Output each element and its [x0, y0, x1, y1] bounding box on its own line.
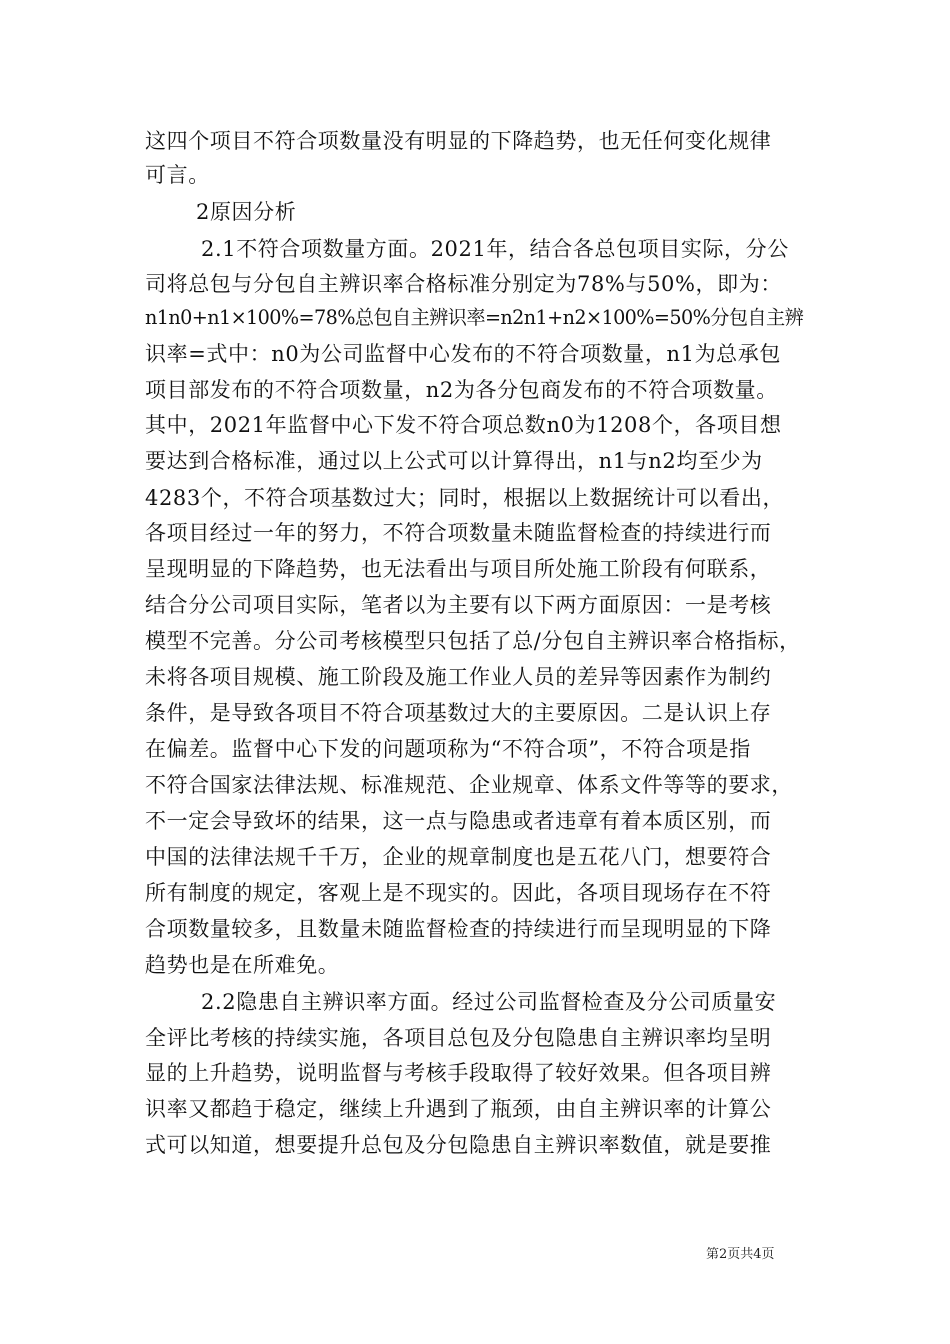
- text-line: 模型不完善。分公司考核模型只包括了总/分包自主辨识率合格指标，: [145, 629, 801, 653]
- text-line: 要达到合格标准，通过以上公式可以计算得出，n1与n2均至少为: [145, 449, 763, 473]
- text-line: n1n0+n1×100%=78%总包自主辨识率=n2n1+n2×100%=50%分包自主辨: [145, 306, 804, 329]
- text-line: 中国的法律法规千千万，企业的规章制度也是五花八门，想要符合: [145, 845, 772, 869]
- text-line: 4283个，不符合项基数过大；同时，根据以上数据统计可以看出，: [145, 486, 785, 510]
- text-line: 结合分公司项目实际，笔者以为主要有以下两方面原因：一是考核: [145, 593, 772, 617]
- text-line: 项目部发布的不符合项数量，n2为各分包商发布的不符合项数量。: [145, 378, 778, 402]
- text-line: 所有制度的规定，客观上是不现实的。因此，各项目现场存在不符: [145, 881, 772, 905]
- text-line: 其中，2021年监督中心下发不符合项总数n0为1208个，各项目想: [145, 413, 782, 437]
- text-line: 显的上升趋势，说明监督与考核手段取得了较好效果。但各项目辨: [145, 1061, 772, 1085]
- text-line: 在偏差。监督中心下发的问题项称为“不符合项”，不符合项是指: [145, 737, 751, 761]
- text-line: 识率又都趋于稳定，继续上升遇到了瓶颈，由自主辨识率的计算公: [145, 1097, 772, 1121]
- text-line: 2.2隐患自主辨识率方面。经过公司监督检查及分公司质量安: [201, 990, 777, 1014]
- text-line: 识率=式中：n0为公司监督中心发布的不符合项数量，n1为总承包: [145, 342, 781, 366]
- section-heading: 2原因分析: [196, 200, 297, 224]
- text-line: 趋势也是在所难免。: [145, 953, 340, 977]
- text-line: 呈现明显的下降趋势，也无法看出与项目所处施工阶段有何联系，: [145, 557, 772, 581]
- text-line: 未将各项目规模、施工阶段及施工作业人员的差异等因素作为制约: [145, 665, 772, 689]
- text-line: 2.1不符合项数量方面。2021年，结合各总包项目实际，分公: [201, 237, 789, 261]
- text-line: 不符合国家法律法规、标准规范、企业规章、体系文件等等的要求，: [145, 773, 793, 797]
- text-line: 各项目经过一年的努力，不符合项数量未随监督检查的持续进行而: [145, 521, 772, 545]
- text-line: 不一定会导致坏的结果，这一点与隐患或者违章有着本质区别，而: [145, 809, 772, 833]
- text-line: 可言。: [145, 163, 210, 187]
- text-line: 全评比考核的持续实施，各项目总包及分包隐患自主辨识率均呈明: [145, 1026, 772, 1050]
- text-line: 条件，是导致各项目不符合项基数过大的主要原因。二是认识上存: [145, 701, 772, 725]
- text-line: 合项数量较多，且数量未随监督检查的持续进行而呈现明显的下降: [145, 917, 772, 941]
- text-line: 这四个项目不符合项数量没有明显的下降趋势，也无任何变化规律: [145, 129, 772, 153]
- page-number: 第2页共4页: [706, 1247, 775, 1262]
- text-line: 式可以知道，想要提升总包及分包隐患自主辨识率数值，就是要推: [145, 1133, 772, 1157]
- text-line: 司将总包与分包自主辨识率合格标准分别定为78%与50%，即为：: [145, 272, 782, 296]
